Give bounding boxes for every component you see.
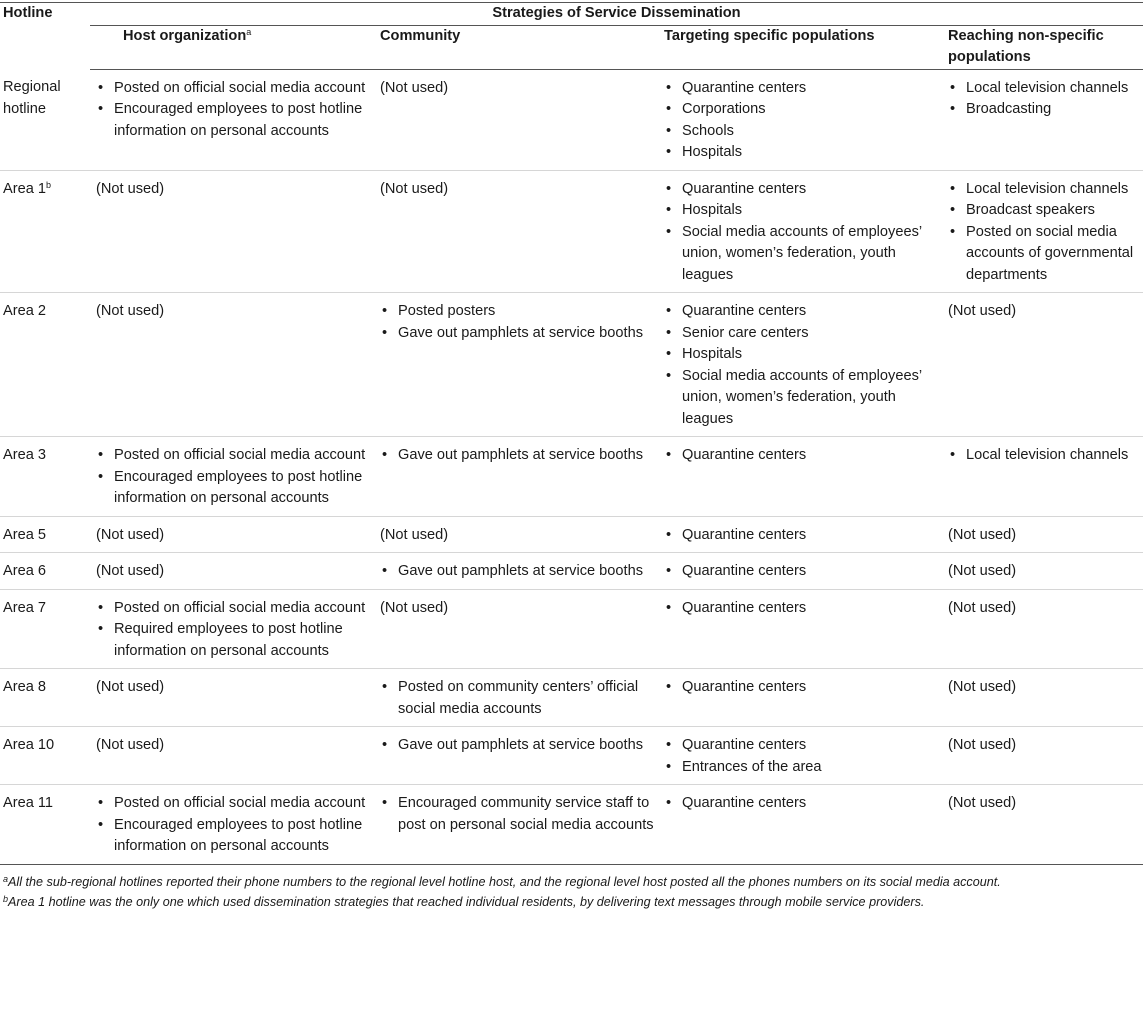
footnote-b: $^b$Area 1 hotline was the only one which used dissemination strategies that reached individual residents, by delivering text messages through mobile service providers.	[3, 893, 925, 909]
host-cell	[90, 553, 376, 590]
table-row	[0, 785, 1143, 865]
list-item: • Quarantine centers	[664, 78, 944, 100]
list-item: • Gave out pamphlets at service booths	[380, 323, 660, 345]
community-cell	[376, 293, 660, 437]
cell-text: (Not used)	[96, 180, 165, 197]
list-item: • Encouraged employees to post hotline information on personal accounts	[96, 99, 376, 142]
host-cell	[90, 69, 376, 170]
reaching-cell	[944, 516, 1143, 553]
reaching-cell	[944, 727, 1143, 785]
hotline-label: Area 6	[3, 563, 46, 579]
community-list	[380, 445, 660, 467]
table-row	[0, 516, 1143, 553]
hotline-label: Area 10	[3, 737, 55, 753]
hotline-label: Area 2	[3, 303, 46, 319]
list-item: • Broadcast speakers	[948, 200, 1143, 222]
hotline-label: Area 5	[3, 526, 46, 543]
host-list	[96, 598, 376, 663]
community-cell	[376, 785, 660, 865]
targeting-list	[664, 793, 944, 815]
host-cell	[90, 437, 376, 517]
cell-text: (Not used)	[380, 599, 449, 616]
cell-text: (Not used)	[948, 563, 1017, 579]
cell-text: (Not used)	[380, 526, 449, 543]
header-hotline: Hotline	[0, 3, 90, 70]
list-item: • Local television channels	[948, 179, 1143, 201]
community-cell	[376, 170, 660, 293]
reaching-cell	[944, 669, 1143, 727]
host-cell	[90, 516, 376, 553]
list-item: • Senior care centers	[664, 323, 944, 345]
hotline-label: Area 8	[3, 679, 46, 695]
host-cell	[90, 785, 376, 865]
document	[0, 2, 1143, 912]
reaching-cell	[944, 589, 1143, 669]
hotline-label: Regional hotline	[3, 79, 61, 117]
reaching-cell	[944, 553, 1143, 590]
cell-text: (Not used)	[96, 679, 165, 695]
list-item: • Encouraged employees to post hotline information on personal accounts	[96, 815, 376, 858]
hotline-cell	[0, 785, 90, 865]
cell-text: (Not used)	[948, 737, 1017, 753]
community-cell	[376, 589, 660, 669]
targeting-cell	[660, 553, 944, 590]
targeting-list	[664, 301, 944, 430]
hotline-cell	[0, 170, 90, 293]
cell-text: (Not used)	[380, 180, 449, 197]
targeting-list	[664, 677, 944, 699]
list-item: • Corporations	[664, 99, 944, 121]
list-item: • Quarantine centers	[664, 598, 944, 620]
targeting-cell	[660, 293, 944, 437]
list-item: • Local television channels	[948, 78, 1143, 100]
table-row	[0, 69, 1143, 170]
host-list	[96, 78, 376, 143]
community-list	[380, 561, 660, 583]
reaching-cell	[944, 170, 1143, 293]
targeting-list	[664, 598, 944, 620]
reaching-cell	[944, 69, 1143, 170]
reaching-list	[948, 78, 1143, 121]
targeting-cell	[660, 589, 944, 669]
host-cell	[90, 293, 376, 437]
table-body	[0, 69, 1143, 864]
host-cell	[90, 727, 376, 785]
host-list	[96, 793, 376, 858]
targeting-cell	[660, 785, 944, 865]
host-cell	[90, 669, 376, 727]
reaching-list	[948, 445, 1143, 467]
list-item: • Posted on social media accounts of governmental departments	[948, 222, 1143, 287]
hotline-label: Area 1	[3, 180, 46, 197]
cell-text: (Not used)	[948, 599, 1017, 616]
table-row	[0, 589, 1143, 669]
header-targeting: Targeting specific populations	[660, 25, 944, 69]
list-item: • Schools	[664, 121, 944, 143]
targeting-cell	[660, 69, 944, 170]
community-cell	[376, 437, 660, 517]
hotline-cell	[0, 669, 90, 727]
list-item: • Gave out pamphlets at service booths	[380, 561, 660, 583]
community-cell	[376, 727, 660, 785]
list-item: • Posted on official social media account	[96, 598, 376, 620]
list-item: • Posted posters	[380, 301, 660, 323]
community-list	[380, 677, 660, 720]
cell-text: (Not used)	[96, 303, 165, 319]
cell-text: (Not used)	[948, 303, 1017, 319]
list-item: • Encouraged community service staff to post on personal social media accounts	[380, 793, 660, 836]
header-community: Community	[376, 25, 660, 69]
header-reaching: Reaching non-specific populations	[944, 25, 1143, 69]
list-item: • Posted on official social media account	[96, 793, 376, 815]
host-cell	[90, 170, 376, 293]
community-cell	[376, 669, 660, 727]
list-item: • Quarantine centers	[664, 793, 944, 815]
list-item: • Posted on community centers’ official social media accounts	[380, 677, 660, 720]
reaching-cell	[944, 785, 1143, 865]
list-item: • Quarantine centers	[664, 677, 944, 699]
list-item: • Quarantine centers	[664, 301, 944, 323]
table-row	[0, 669, 1143, 727]
cell-text: (Not used)	[948, 679, 1017, 695]
hotline-cell	[0, 516, 90, 553]
targeting-list	[664, 179, 944, 287]
list-item: • Quarantine centers	[664, 179, 944, 201]
list-item: • Posted on official social media account	[96, 445, 376, 467]
cell-text: (Not used)	[380, 79, 449, 96]
list-item: • Gave out pamphlets at service booths	[380, 445, 660, 467]
cell-text: (Not used)	[948, 795, 1017, 811]
list-item: • Encouraged employees to post hotline information on personal accounts	[96, 467, 376, 510]
hotline-label: Area 7	[3, 599, 46, 616]
table-row	[0, 293, 1143, 437]
list-item: • Local television channels	[948, 445, 1143, 467]
cell-text: (Not used)	[96, 563, 165, 579]
community-cell	[376, 553, 660, 590]
list-item: • Quarantine centers	[664, 561, 944, 583]
list-item: • Quarantine centers	[664, 735, 944, 757]
list-item: • Social media accounts of employees’ union, women’s federation, youth leagues	[664, 366, 944, 431]
list-item: • Gave out pamphlets at service booths	[380, 735, 660, 757]
footnote-mark: a	[246, 26, 252, 37]
community-list	[380, 793, 660, 836]
community-cell	[376, 69, 660, 170]
list-item: • Hospitals	[664, 200, 944, 222]
reaching-list	[948, 179, 1143, 287]
dissemination-table	[0, 2, 1143, 865]
community-list	[380, 301, 660, 344]
list-item: • Entrances of the area	[664, 757, 944, 779]
host-list	[96, 445, 376, 510]
community-list	[380, 735, 660, 757]
targeting-list	[664, 561, 944, 583]
list-item: • Social media accounts of employees’ union, women’s federation, youth leagues	[664, 222, 944, 287]
targeting-list	[664, 735, 944, 778]
hotline-cell	[0, 69, 90, 170]
hotline-label: Area 11	[3, 795, 54, 811]
table-row	[0, 170, 1143, 293]
list-item: • Hospitals	[664, 344, 944, 366]
footnotes	[0, 872, 1143, 912]
hotline-cell	[0, 293, 90, 437]
list-item: • Quarantine centers	[664, 445, 944, 467]
list-item: • Required employees to post hotline information on personal accounts	[96, 619, 376, 662]
targeting-cell	[660, 516, 944, 553]
targeting-list	[664, 445, 944, 467]
targeting-list	[664, 525, 944, 547]
table-row	[0, 437, 1143, 517]
reaching-cell	[944, 437, 1143, 517]
cell-text: (Not used)	[96, 737, 165, 753]
targeting-cell	[660, 437, 944, 517]
footnote-mark: b	[46, 179, 52, 190]
footnote-a: $^a$All the sub-regional hotlines reported their phone numbers to the regional level hotline host, and the regional level host posted all the phones numbers on its social media account.	[3, 873, 1001, 889]
hotline-label: Area 3	[3, 447, 46, 463]
header-host-organization: Host organization$^a$	[90, 25, 376, 69]
targeting-cell	[660, 669, 944, 727]
cell-text: (Not used)	[96, 526, 165, 543]
header-group: Strategies of Service Dissemination	[90, 3, 1143, 26]
list-item: • Hospitals	[664, 142, 944, 164]
targeting-list	[664, 78, 944, 164]
community-cell	[376, 516, 660, 553]
list-item: • Posted on official social media account	[96, 78, 376, 100]
table-row	[0, 553, 1143, 590]
targeting-cell	[660, 727, 944, 785]
hotline-cell	[0, 589, 90, 669]
hotline-cell	[0, 553, 90, 590]
host-cell	[90, 589, 376, 669]
cell-text: (Not used)	[948, 526, 1017, 543]
list-item: • Broadcasting	[948, 99, 1143, 121]
table-row	[0, 727, 1143, 785]
list-item: • Quarantine centers	[664, 525, 944, 547]
targeting-cell	[660, 170, 944, 293]
hotline-cell	[0, 437, 90, 517]
hotline-cell	[0, 727, 90, 785]
reaching-cell	[944, 293, 1143, 437]
